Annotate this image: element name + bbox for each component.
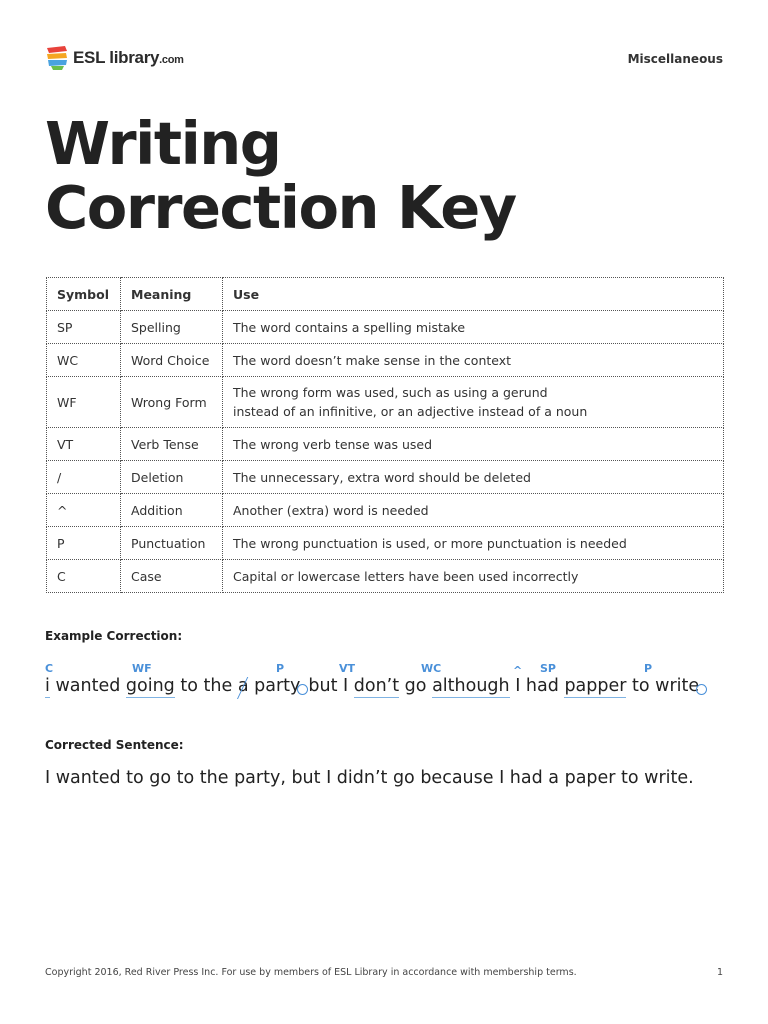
table-row [47,377,724,428]
meaning-cell: Addition [121,494,223,527]
mark-addition: ^ [513,664,523,677]
use-cell [223,377,724,428]
title-line-2: Correction Key [45,173,516,242]
mark-punctuation-2: P [644,662,653,675]
use-line-2: instead of an infinitive, or an adjective instead of a noun [233,404,588,419]
section-label: Miscellaneous [627,52,723,66]
word-going: going [125,676,175,696]
use-cell: Another (extra) word is needed [223,494,724,527]
meaning-cell: Punctuation [121,527,223,560]
use-cell: The word contains a spelling mistake [223,311,724,344]
use-line-1: The wrong form was used, such as using a gerund [233,385,548,400]
page-title [45,109,516,242]
word: to write [632,676,700,696]
word-dont: don’t [353,676,400,696]
meaning-cell: Deletion [121,461,223,494]
column-header-meaning: Meaning [121,278,223,311]
mark-case: C [45,662,54,675]
column-header-use: Use [223,278,724,311]
symbol-cell: / [47,461,121,494]
symbol-cell: ^ [47,494,121,527]
corrected-sentence: I wanted to go to the party, but I didn’t go because I had a paper to write. [45,768,694,788]
symbol-cell: VT [47,428,121,461]
symbol-cell: SP [47,311,121,344]
book-stack-logo-icon [45,45,69,71]
table-row [47,311,724,344]
use-cell: The wrong punctuation is used, or more punctuation is needed [223,527,724,560]
punctuation-circle-icon [297,684,308,695]
esl-library-logo [45,45,184,71]
word: go [404,676,427,696]
correction-key-table [46,277,724,593]
meaning-cell: Word Choice [121,344,223,377]
use-cell: The word doesn’t make sense in the context [223,344,724,377]
meaning-cell: Verb Tense [121,428,223,461]
symbol-cell: P [47,527,121,560]
table-row [47,461,724,494]
word: I had [515,676,559,696]
example-correction [45,660,725,720]
meaning-cell: Spelling [121,311,223,344]
corrected-sentence-label: Corrected Sentence: [45,738,184,752]
meaning-cell: Wrong Form [121,377,223,428]
copyright-footer: Copyright 2016, Red River Press Inc. For use by members of ESL Library in accordance with membership terms. [45,967,577,978]
mark-punctuation-1: P [276,662,285,675]
column-header-symbol: Symbol [47,278,121,311]
table-row [47,527,724,560]
mark-word-choice: WC [421,662,442,675]
table-row [47,494,724,527]
word: party [254,676,301,696]
example-sentence [45,676,707,696]
use-cell: The unnecessary, extra word should be deleted [223,461,724,494]
symbol-cell: WF [47,377,121,428]
logo-text: ESL library.com [73,48,184,67]
punctuation-circle-icon [696,684,707,695]
mark-wrong-form: WF [132,662,152,675]
table-header-row [47,278,724,311]
title-line-1: Writing [45,109,281,178]
use-cell: The wrong verb tense was used [223,428,724,461]
table-row [47,560,724,593]
mark-verb-tense: VT [339,662,356,675]
page-number: 1 [716,967,723,978]
word-papper: papper [564,676,627,696]
word: wanted [55,676,121,696]
table-row [47,344,724,377]
mark-spelling: SP [540,662,556,675]
word-a-deleted: a [237,676,249,696]
word: but I [308,676,349,696]
example-correction-label: Example Correction: [45,629,183,643]
word-i: i [45,676,50,696]
use-cell: Capital or lowercase letters have been used incorrectly [223,560,724,593]
symbol-cell: C [47,560,121,593]
table-row [47,428,724,461]
word: to the [180,676,233,696]
symbol-cell: WC [47,344,121,377]
meaning-cell: Case [121,560,223,593]
word-although: although [432,676,510,696]
